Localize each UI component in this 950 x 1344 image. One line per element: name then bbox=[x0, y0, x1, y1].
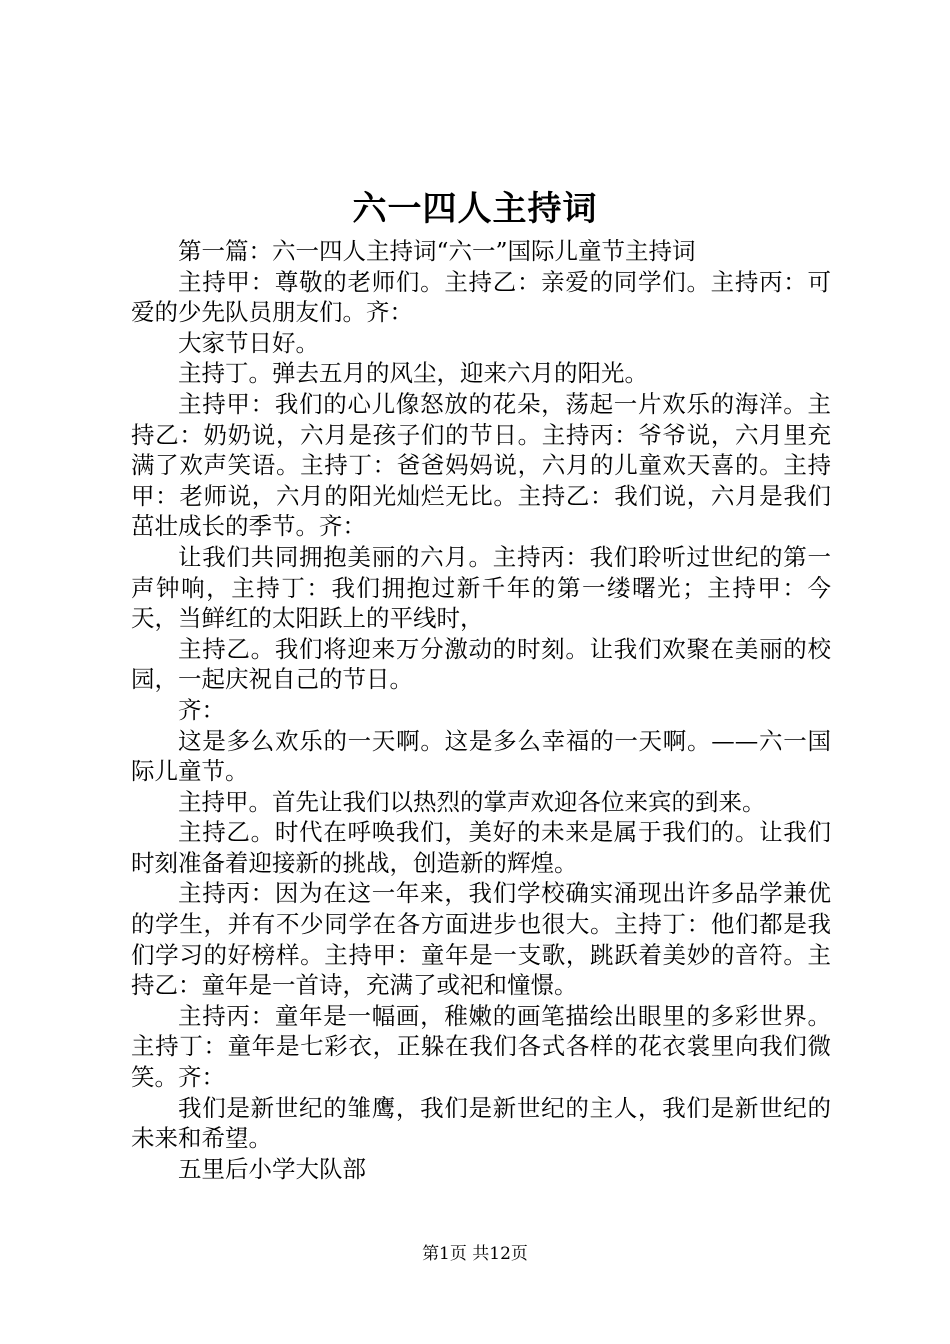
paragraph: 主持甲：尊敬的老师们。主持乙：亲爱的同学们。主持丙：可爱的少先队员朋友们。齐： bbox=[131, 267, 831, 327]
paragraph: 大家节日好。 bbox=[178, 328, 319, 357]
document-body bbox=[131, 236, 831, 1184]
paragraph: 齐： bbox=[178, 695, 225, 724]
paragraph: 第一篇：六一四人主持词“六一”国际儿童节主持词 bbox=[178, 237, 696, 265]
paragraph: 主持甲：我们的心儿像怒放的花朵，荡起一片欢乐的海洋。主持乙：奶奶说，六月是孩子们的节日。主持丙：爷爷说，六月里充满了欢声笑语。主持丁：爸爸妈妈说，六月的儿童欢天喜的。主持甲：老师说，六月的阳光灿烂无比。主持乙：我们说，六月是我们茁壮成长的季节。齐： bbox=[131, 389, 831, 541]
paragraph: 主持乙。时代在呼唤我们，美好的未来是属于我们的。让我们时刻准备着迎接新的挑战，创造新的辉煌。 bbox=[131, 818, 831, 877]
document-title: 六一四人主持词 bbox=[352, 189, 598, 229]
page-footer: 第1页 共12页 bbox=[422, 1244, 528, 1264]
paragraph: 让我们共同拥抱美丽的六月。主持丙：我们聆听过世纪的第一声钟响，主持丁：我们拥抱过新千年的第一缕曙光；主持甲：今天，当鲜红的太阳跃上的平线时， bbox=[131, 542, 831, 633]
paragraph: 这是多么欢乐的一天啊。这是多么幸福的一天啊。——六一国际儿童节。 bbox=[131, 726, 831, 786]
paragraph: 主持甲。首先让我们以热烈的掌声欢迎各位来宾的到来。 bbox=[178, 787, 766, 816]
paragraph: 主持丙：因为在这一年来，我们学校确实涌现出许多品学兼优的学生，并有不少同学在各方面进步也很大。主持丁：他们都是我们学习的好榜样。主持甲：童年是一支歌，跳跃着美妙的音符。主持乙：童年是一首诗，充满了或祀和憧憬。 bbox=[131, 879, 831, 1000]
paragraph: 五里后小学大队部 bbox=[178, 1154, 366, 1183]
paragraph: 主持丁。弹去五月的风尘，迎来六月的阳光。 bbox=[178, 359, 648, 388]
paragraph: 我们是新世纪的雏鹰，我们是新世纪的主人，我们是新世纪的未来和希望。 bbox=[131, 1093, 831, 1153]
paragraph: 主持乙。我们将迎来万分激动的时刻。让我们欢聚在美丽的校园，一起庆祝自己的节日。 bbox=[131, 634, 831, 694]
paragraph: 主持丙：童年是一幅画，稚嫩的画笔描绘出眼里的多彩世界。主持丁：童年是七彩衣，正躲在我们各式各样的花衣裳里向我们微笑。齐： bbox=[131, 1001, 831, 1092]
